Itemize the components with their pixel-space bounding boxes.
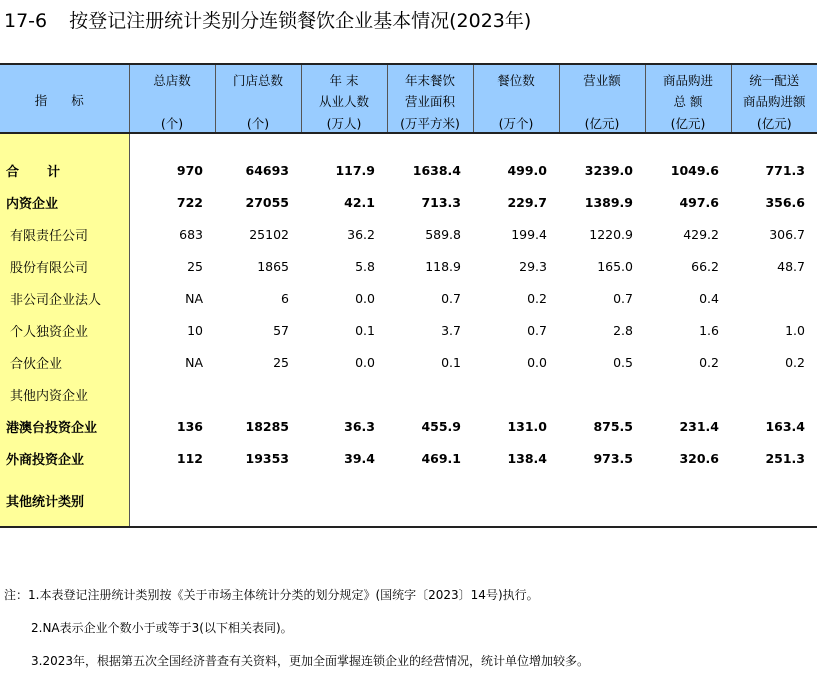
table-title xyxy=(4,6,531,33)
value-cell: 42.1 xyxy=(344,194,375,210)
table-row xyxy=(0,186,817,218)
value-cell: 25 xyxy=(273,354,289,370)
value-cell: 320.6 xyxy=(679,450,719,466)
footnote-3: 3.2023年，根据第五次全国经济普查有关资料，更加全面掌握连锁企业的经营情况，统计单位增加较多。 xyxy=(31,654,589,668)
value-cell xyxy=(645,474,731,527)
column-header xyxy=(645,64,731,133)
value-cell xyxy=(215,378,301,410)
value-cell: 64693 xyxy=(245,162,289,178)
spacer-cell xyxy=(129,133,215,154)
value-cell: 18285 xyxy=(245,418,289,434)
table-row xyxy=(0,250,817,282)
statistics-table xyxy=(0,63,817,528)
value-cell: 0.5 xyxy=(613,354,633,370)
table-row xyxy=(0,154,817,186)
value-cell xyxy=(387,378,473,410)
value-cell: 165.0 xyxy=(597,258,633,274)
value-cell: 163.4 xyxy=(765,418,805,434)
value-cell: 199.4 xyxy=(511,226,547,242)
value-cell: 57 xyxy=(273,322,289,338)
value-cell xyxy=(473,378,559,410)
value-cell xyxy=(559,378,645,410)
value-cell xyxy=(559,474,645,527)
value-cell: 66.2 xyxy=(691,258,719,274)
row-label: 其他统计类别 xyxy=(0,474,129,527)
row-label: 非公司企业法人 xyxy=(0,282,129,314)
spacer-cell xyxy=(559,133,645,154)
value-cell: 875.5 xyxy=(593,418,633,434)
value-cell: 29.3 xyxy=(519,258,547,274)
value-cell: 429.2 xyxy=(683,226,719,242)
table-row xyxy=(0,474,817,527)
value-cell: 112 xyxy=(176,450,203,466)
value-cell: 1.6 xyxy=(699,322,719,338)
value-cell: 25 xyxy=(187,258,203,274)
spacer-cell xyxy=(301,133,387,154)
value-cell: 251.3 xyxy=(765,450,805,466)
value-cell: 973.5 xyxy=(593,450,633,466)
column-title: 总店数 xyxy=(153,73,191,88)
value-cell xyxy=(129,378,215,410)
row-label: 内资企业 xyxy=(0,186,129,218)
value-cell: 5.8 xyxy=(355,258,375,274)
table-row xyxy=(0,442,817,474)
indicator-label: 指 标 xyxy=(34,93,94,108)
value-cell: 231.4 xyxy=(679,418,719,434)
value-cell: 499.0 xyxy=(507,162,547,178)
value-cell: 19353 xyxy=(245,450,289,466)
column-title: 商品购进额 xyxy=(742,94,806,109)
table-body xyxy=(0,133,817,527)
value-cell: 0.4 xyxy=(699,290,719,306)
value-cell: 229.7 xyxy=(507,194,547,210)
column-header xyxy=(473,64,559,133)
value-cell xyxy=(129,474,215,527)
column-unit: (个) xyxy=(246,116,270,131)
value-cell: 1049.6 xyxy=(670,162,719,178)
value-cell: 36.3 xyxy=(344,418,375,434)
column-title: 年末餐饮 xyxy=(404,73,455,88)
column-title: 从业人数 xyxy=(318,94,369,109)
value-cell: 1865 xyxy=(257,258,289,274)
value-cell: 1638.4 xyxy=(412,162,461,178)
value-cell: 722 xyxy=(176,194,203,210)
table-row xyxy=(0,378,817,410)
column-title: 餐位数 xyxy=(497,73,535,88)
value-cell: 356.6 xyxy=(765,194,805,210)
row-label: 港澳台投资企业 xyxy=(0,410,129,442)
value-cell: 27055 xyxy=(245,194,289,210)
value-cell: 469.1 xyxy=(421,450,461,466)
table-title-text: 按登记注册统计类别分连锁餐饮企业基本情况(2023年) xyxy=(69,10,532,32)
value-cell xyxy=(645,378,731,410)
spacer-cell xyxy=(387,133,473,154)
column-title: 年 末 xyxy=(329,73,359,88)
value-cell: 3.7 xyxy=(441,322,461,338)
value-cell: 306.7 xyxy=(769,226,805,242)
row-label: 股份有限公司 xyxy=(0,250,129,282)
value-cell: 39.4 xyxy=(344,450,375,466)
footnote-1: 注：1.本表登记注册统计类别按《关于市场主体统计分类的划分规定》(国统字〔2023〕14号)执行。 xyxy=(4,588,539,602)
value-cell: 970 xyxy=(176,162,203,178)
column-title: 商品购进 xyxy=(662,73,713,88)
column-unit: (万个) xyxy=(498,116,534,131)
value-cell: 117.9 xyxy=(335,162,375,178)
column-title: 门店总数 xyxy=(232,73,283,88)
value-cell: 131.0 xyxy=(507,418,547,434)
value-cell: 455.9 xyxy=(421,418,461,434)
value-cell: 2.8 xyxy=(613,322,633,338)
column-title: 营业面积 xyxy=(404,94,455,109)
value-cell: 0.7 xyxy=(613,290,633,306)
value-cell: 138.4 xyxy=(507,450,547,466)
value-cell: 136 xyxy=(176,418,203,434)
value-cell xyxy=(215,474,301,527)
value-cell: 0.2 xyxy=(527,290,547,306)
column-title: 总 额 xyxy=(673,94,703,109)
column-unit: (万平方米) xyxy=(400,116,460,131)
table-row xyxy=(0,218,817,250)
row-label: 合伙企业 xyxy=(0,346,129,378)
table-row xyxy=(0,282,817,314)
value-cell: 118.9 xyxy=(425,258,461,274)
header-indicator xyxy=(0,64,129,133)
value-cell: 497.6 xyxy=(679,194,719,210)
column-unit: (亿元) xyxy=(756,116,792,131)
value-cell: 0.7 xyxy=(527,322,547,338)
value-cell: 0.0 xyxy=(355,290,375,306)
column-unit: (万人) xyxy=(326,116,362,131)
value-cell: 0.0 xyxy=(355,354,375,370)
column-header xyxy=(559,64,645,133)
row-label: 合计 xyxy=(0,154,129,186)
value-cell: 771.3 xyxy=(765,162,805,178)
column-header xyxy=(301,64,387,133)
column-title: 统一配送 xyxy=(749,73,800,88)
value-cell: 0.7 xyxy=(441,290,461,306)
value-cell: 589.8 xyxy=(425,226,461,242)
value-cell xyxy=(301,474,387,527)
value-cell: 1220.9 xyxy=(589,226,633,242)
column-header xyxy=(215,64,301,133)
spacer-cell xyxy=(473,133,559,154)
value-cell xyxy=(473,474,559,527)
column-header xyxy=(731,64,817,133)
table-row xyxy=(0,346,817,378)
value-cell: NA xyxy=(185,354,203,370)
value-cell xyxy=(731,474,817,527)
value-cell xyxy=(731,282,817,314)
value-cell: 0.1 xyxy=(355,322,375,338)
value-cell: 0.2 xyxy=(785,354,805,370)
value-cell xyxy=(731,378,817,410)
value-cell: 683 xyxy=(179,226,203,242)
column-unit: (亿元) xyxy=(584,116,620,131)
footnote-2: 2.NA表示企业个数小于或等于3(以下相关表同)。 xyxy=(31,621,293,635)
row-label: 其他内资企业 xyxy=(0,378,129,410)
value-cell: 25102 xyxy=(249,226,289,242)
spacer-cell xyxy=(731,133,817,154)
row-label: 个人独资企业 xyxy=(0,314,129,346)
value-cell: 0.2 xyxy=(699,354,719,370)
value-cell: 713.3 xyxy=(421,194,461,210)
value-cell: 48.7 xyxy=(777,258,805,274)
value-cell xyxy=(301,378,387,410)
value-cell: 6 xyxy=(281,290,289,306)
label-cell xyxy=(0,133,129,154)
column-title: 营业额 xyxy=(583,73,621,88)
table-row xyxy=(0,410,817,442)
value-cell: 36.2 xyxy=(347,226,375,242)
value-cell: 1389.9 xyxy=(584,194,633,210)
row-label: 外商投资企业 xyxy=(0,442,129,474)
row-label: 有限责任公司 xyxy=(0,218,129,250)
value-cell xyxy=(387,474,473,527)
value-cell: 10 xyxy=(187,322,203,338)
column-header xyxy=(129,64,215,133)
spacer-row xyxy=(0,133,817,154)
value-cell: 0.1 xyxy=(441,354,461,370)
spacer-cell xyxy=(645,133,731,154)
value-cell: 1.0 xyxy=(785,322,805,338)
table-number: 17-6 xyxy=(4,10,48,32)
spacer-cell xyxy=(215,133,301,154)
column-unit: (亿元) xyxy=(670,116,706,131)
table-row xyxy=(0,314,817,346)
value-cell: NA xyxy=(185,290,203,306)
column-header xyxy=(387,64,473,133)
header-row xyxy=(0,64,817,133)
column-unit: (个) xyxy=(160,116,184,131)
value-cell: 3239.0 xyxy=(584,162,633,178)
value-cell: 0.0 xyxy=(527,354,547,370)
